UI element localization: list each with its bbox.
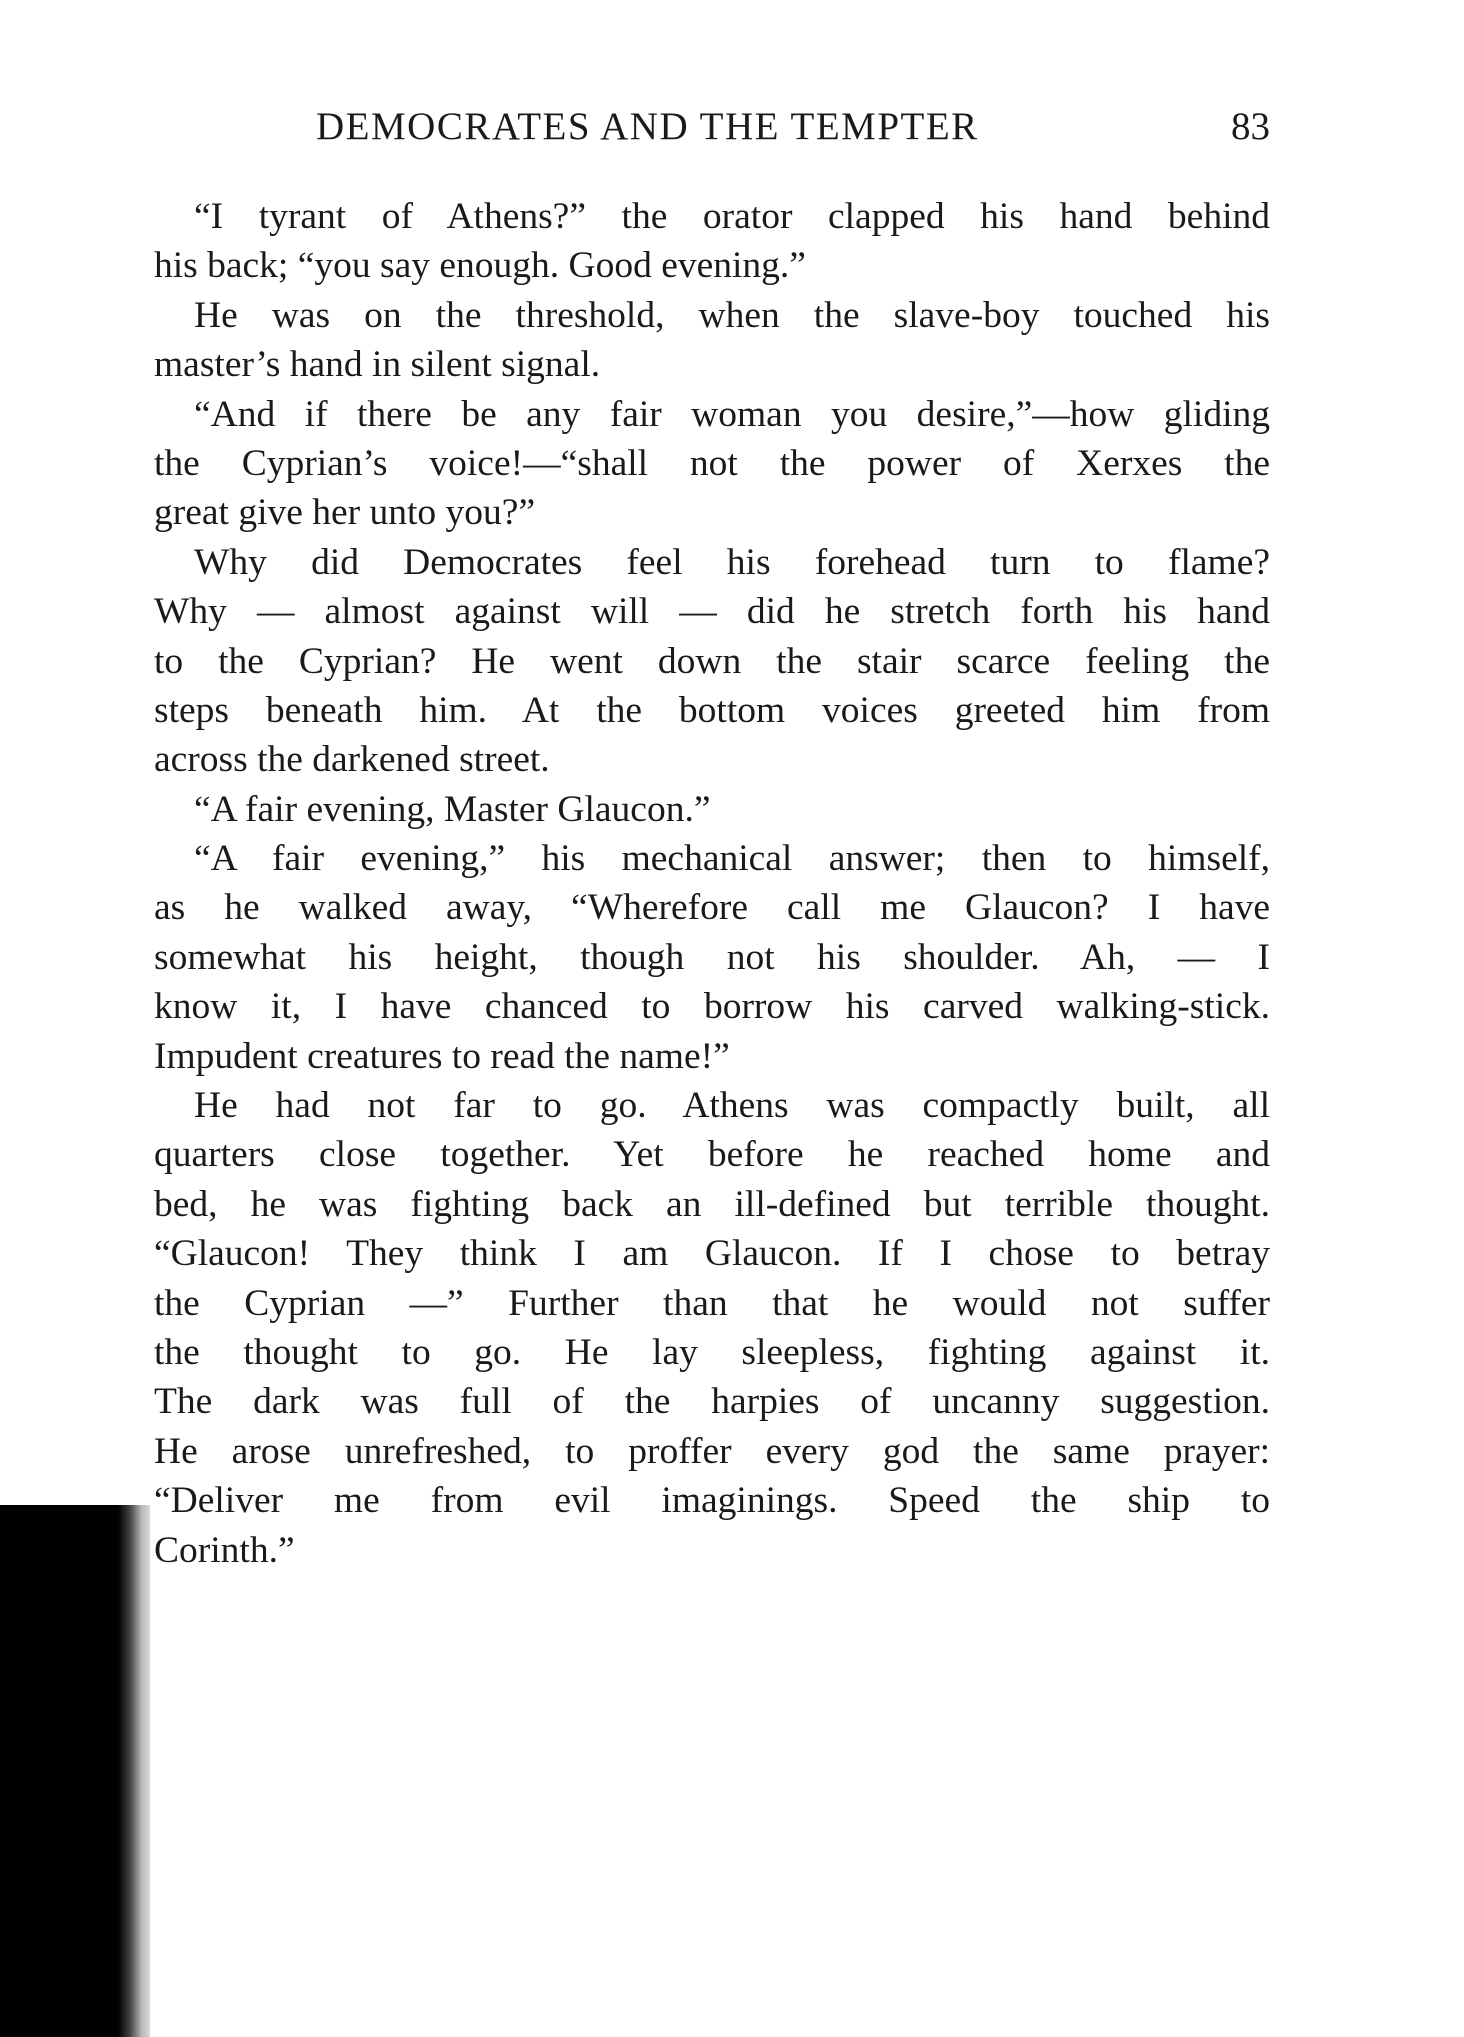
text-line: Impudent creatures to read the name!” xyxy=(154,1035,730,1077)
text-line: The dark was full of the harpies of uncanny suggestion. xyxy=(154,1381,1270,1423)
text-line: the Cyprian’s voice!—“shall not the power of Xerxes the xyxy=(154,442,1270,484)
text-line: as he walked away, “Wherefore call me Glaucon? I have xyxy=(154,887,1270,929)
text-line: “Deliver me from evil imaginings. Speed the ship to xyxy=(154,1480,1270,1522)
text-line: Why did Democrates feel his forehead turn to flame? xyxy=(194,541,1270,583)
text-line: master’s hand in silent signal. xyxy=(154,344,601,386)
body-text xyxy=(154,192,1270,1575)
running-head-title: DEMOCRATES AND THE TEMPTER xyxy=(316,105,979,148)
text-line: “And if there be any fair woman you desire,”—how gliding xyxy=(194,393,1270,435)
text-line: “A fair evening, Master Glaucon.” xyxy=(194,788,711,830)
text-line: across the darkened street. xyxy=(154,739,550,781)
text-line: He had not far to go. Athens was compactly built, all xyxy=(194,1085,1270,1127)
text-line: bed, he was fighting back an ill-defined but terrible thought. xyxy=(154,1183,1270,1225)
scan-edge-shadow xyxy=(0,1505,150,2037)
text-line: Corinth.” xyxy=(154,1529,295,1571)
text-line: the Cyprian —” Further than that he would not suffer xyxy=(154,1282,1270,1324)
running-head xyxy=(316,104,1270,160)
text-line: “I tyrant of Athens?” the orator clapped his hand behind xyxy=(194,196,1270,237)
text-line: quarters close together. Yet before he reached home and xyxy=(154,1134,1270,1176)
text-line: to the Cyprian? He went down the stair scarce feeling the xyxy=(154,640,1270,682)
text-line: the thought to go. He lay sleepless, fighting against it. xyxy=(154,1331,1270,1373)
text-line: steps beneath him. At the bottom voices greeted him from xyxy=(154,689,1270,731)
text-line: Why — almost against will — did he stretch forth his hand xyxy=(154,591,1270,633)
text-line: “A fair evening,” his mechanical answer; then to himself, xyxy=(194,838,1270,880)
text-line: He arose unrefreshed, to proffer every god the same prayer: xyxy=(154,1430,1270,1472)
text-line: He was on the threshold, when the slave-boy touched his xyxy=(194,294,1270,336)
page-number: 83 xyxy=(1231,105,1270,148)
text-line: his back; “you say enough. Good evening.” xyxy=(154,245,806,287)
text-line: great give her unto you?” xyxy=(154,492,536,534)
text-line: “Glaucon! They think I am Glaucon. If I chose to betray xyxy=(154,1233,1270,1275)
text-line: know it, I have chanced to borrow his carved walking-stick. xyxy=(154,986,1270,1028)
text-line: somewhat his height, though not his shoulder. Ah, — I xyxy=(154,936,1270,978)
